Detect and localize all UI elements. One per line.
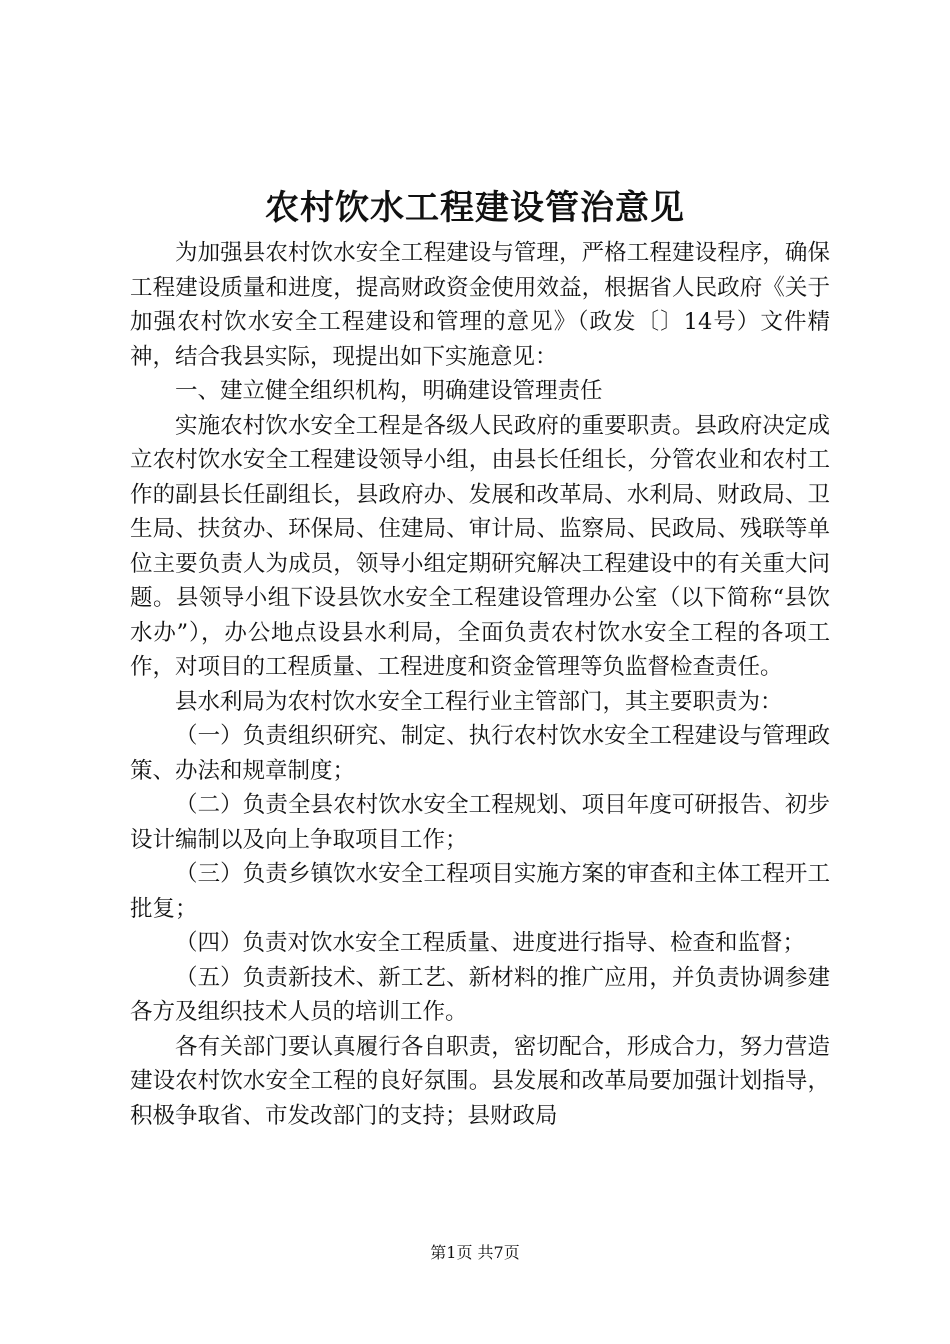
document-body: [130, 236, 830, 1133]
duty-item-5: （五）负责新技术、新工艺、新材料的推广应用，并负责协调参建各方及组织技术人员的培训工作。: [130, 964, 830, 1025]
duty-item-4: （四）负责对饮水安全工程质量、进度进行指导、检查和监督；: [175, 930, 806, 956]
duty-item-2: （二）负责全县农村饮水安全工程规划、项目年度可研报告、初步设计编制以及向上争取项目工作；: [130, 792, 830, 853]
duty-item-1: （一）负责组织研究、制定、执行农村饮水安全工程建设与管理政策、办法和规章制度；: [130, 723, 830, 784]
paragraph-intro: 为加强县农村饮水安全工程建设与管理，严格工程建设程序，确保工程建设质量和进度，提高财政资金使用效益，根据省人民政府《关于加强农村饮水安全工程建设和管理的意见》（政发〔〕14号）文件精神，结合我县实际，现提出如下实施意见：: [130, 240, 830, 370]
duty-item-3: （三）负责乡镇饮水安全工程项目实施方案的审查和主体工程开工批复；: [130, 861, 830, 922]
section-heading-1: 一、建立健全组织机构，明确建设管理责任: [175, 378, 603, 404]
paragraph-departments: 各有关部门要认真履行各自职责，密切配合，形成合力，努力营造建设农村饮水安全工程的良好氛围。县发展和改革局要加强计划指导，积极争取省、市发改部门的支持；县财政局: [130, 1033, 830, 1129]
document-title: 农村饮水工程建设管治意见: [265, 188, 685, 228]
paragraph-organization: 实施农村饮水安全工程是各级人民政府的重要职责。县政府决定成立农村饮水安全工程建设领导小组，由县长任组长，分管农业和农村工作的副县长任副组长，县政府办、发展和改革局、水利局、财政局、卫生局、扶贫办、环保局、住建局、审计局、监察局、民政局、残联等单位主要负责人为成员，领导小组定期研究解决工程建设中的有关重大问题。县领导小组下设县饮水安全工程建设管理办公室（以下简称“县饮水办”），办公地点设县水利局，全面负责农村饮水安全工程的各项工作，对项目的工程质量、工程进度和资金管理等负监督检查责任。: [130, 412, 830, 680]
page-footer: 第1页 共7页: [430, 1243, 520, 1262]
paragraph-water-bureau-duties: 县水利局为农村饮水安全工程行业主管部门，其主要职责为：: [175, 688, 783, 715]
